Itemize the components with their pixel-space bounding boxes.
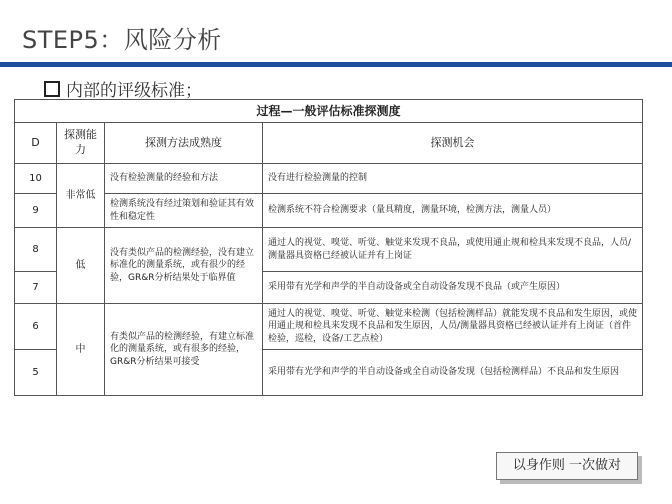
opportunity-text: 通过人的视觉、嗅觉、听觉、触觉来检测（包括检测样品）就能发现不良品和发生原因，或使用通止规和检具来发现不良品和发生原因，人员/测量器具资格已经被认证并有上岗证（首件检验，巡检，设备/工艺点检）	[263, 304, 643, 350]
opportunity-text: 通过人的视觉、嗅觉、听觉、触觉来发现不良品，或使用通止规和检具来发现不良品，人员/测量器具资格已经被认证并有上岗证	[263, 228, 643, 272]
column-header-ability: 探测能力	[57, 123, 105, 164]
method-text: 有类似产品的检测经验，有建立标准化的测量系统，或有很多的经验，GR&R分析结果可接受	[105, 304, 263, 396]
ability-value: 低	[57, 228, 105, 304]
column-header-d: D	[15, 123, 57, 164]
d-value: 10	[15, 164, 57, 194]
opportunity-text: 采用带有光学和声学的半自动设备或全自动设备发现不良品（或产生原因）	[263, 272, 643, 304]
table-row	[15, 304, 643, 350]
table-caption: 过程—一般评估标准探测度	[15, 100, 643, 123]
d-value: 6	[15, 304, 57, 350]
page-title: STEP5：风险分析	[22, 26, 222, 54]
opportunity-text: 检测系统不符合检测要求（量具精度，测量环境，检测方法，测量人员）	[263, 194, 643, 228]
detection-criteria-table	[14, 99, 643, 396]
checkbox-icon	[44, 81, 60, 97]
method-text: 没有类似产品的检测经验，没有建立标准化的测量系统，或有很少的经验，GR&R分析结果处于临界值	[105, 228, 263, 304]
title-divider	[0, 62, 672, 67]
section-heading	[44, 76, 202, 101]
table-row	[15, 228, 643, 272]
d-value: 7	[15, 272, 57, 304]
method-text: 没有检验测量的经验和方法	[105, 164, 263, 194]
slogan-badge: 以身作则 一次做对	[496, 452, 638, 480]
d-value: 8	[15, 228, 57, 272]
ability-value: 非常低	[57, 164, 105, 228]
method-text: 检测系统没有经过策划和验证其有效性和稳定性	[105, 194, 263, 228]
opportunity-text: 采用带有光学和声学的半自动设备或全自动设备发现（包括检测样品）不良品和发生原因	[263, 350, 643, 396]
column-header-method: 探测方法成熟度	[105, 123, 263, 164]
ability-value: 中	[57, 304, 105, 396]
table-row	[15, 164, 643, 194]
section-heading-text: 内部的评级标准；	[66, 81, 202, 101]
column-header-opportunity: 探测机会	[263, 123, 643, 164]
opportunity-text: 没有进行检验测量的控制	[263, 164, 643, 194]
d-value: 5	[15, 350, 57, 396]
table-row	[15, 194, 643, 228]
d-value: 9	[15, 194, 57, 228]
